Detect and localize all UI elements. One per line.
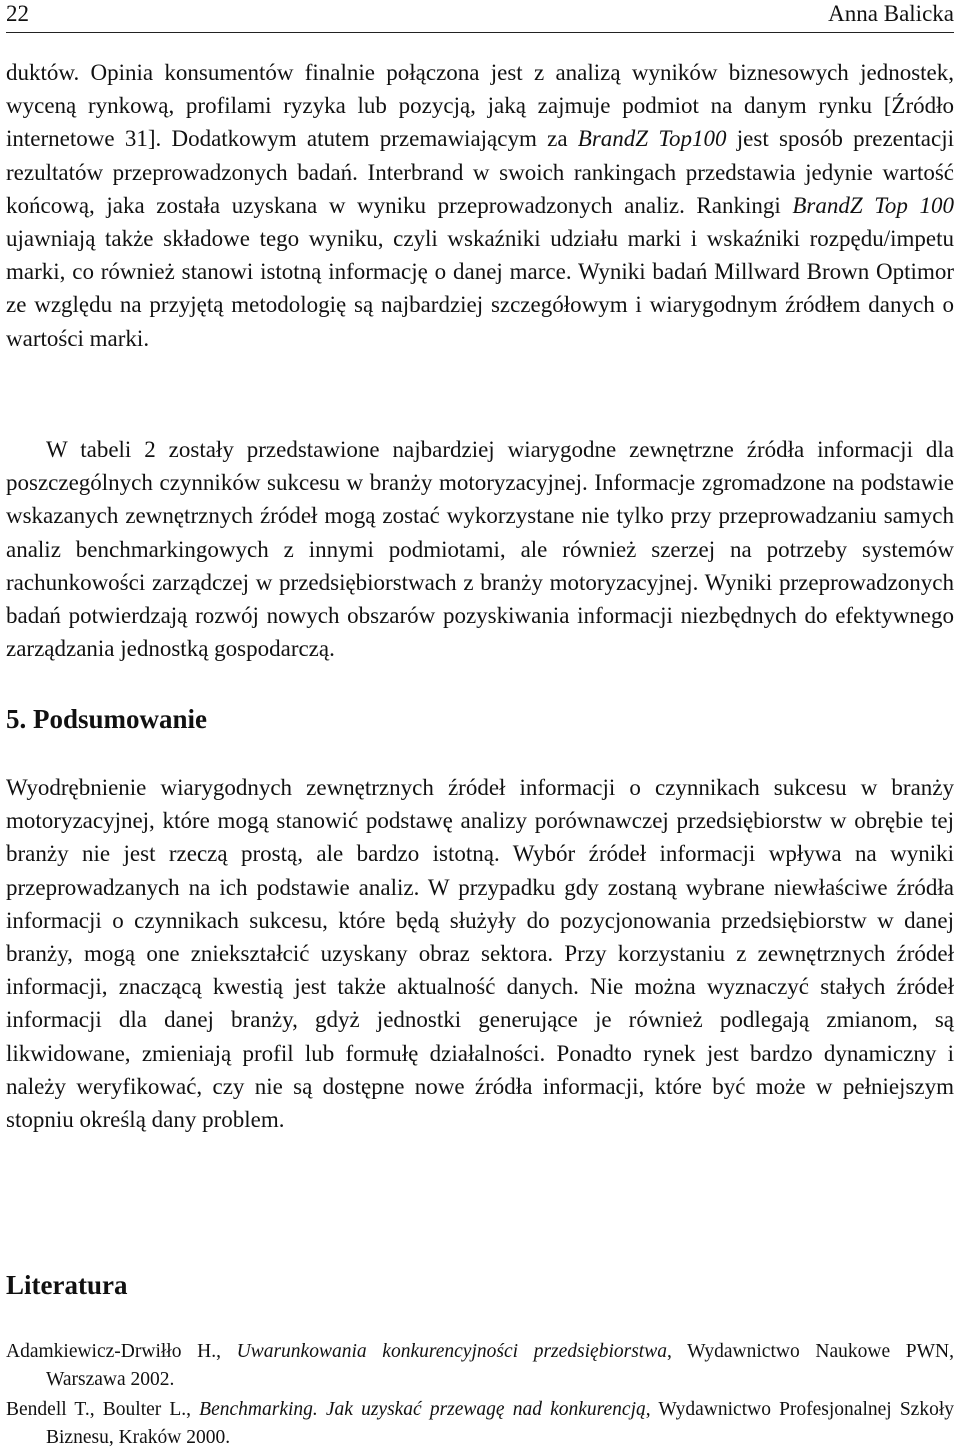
reference-author: Adamkiewicz-Drwiłło H., xyxy=(6,1341,237,1362)
italic-brandz-top-100: BrandZ Top 100 xyxy=(792,192,954,218)
section-heading-literature: Literatura xyxy=(6,1270,128,1300)
text-run: jest sposób prezentacji rezultatów przeprowadzonych badań. Interbrand w swoich rankingach przedstawia jedynie wartość końcową, jaka została uzyskana w wyniku przeprowadzonych analiz. Rankingi xyxy=(6,126,954,218)
reference-publisher: , Wydawnictwo Naukowe PWN, Warszawa 2002. xyxy=(46,1341,954,1390)
text-run: duktów. Opinia konsumentów finalnie połączona jest z analizą wyników biznesowych jednostek, wyceną rynkową, profilami ryzyka lub pozycją, jaką zajmuje podmiot na danym rynku [Źródło internetowe 31]. Dodatkowym atutem przemawiającym za xyxy=(6,60,954,152)
paragraph-summary: Wyodrębnienie wiarygodnych zewnętrznych źródeł informacji o czynnikach sukcesu w branży motoryzacyjnej, które mogą stanowić podstawę analizy porównawczej przedsiębiorstw w obrębie tej branży nie jest rzeczą prostą, ale bardzo istotną. Wybór źródeł informacji wpływa na wyniki przeprowadzanych na ich podstawie analiz. W przypadku gdy zostaną wybrane niewłaściwe źródła informacji o czynnikach sukcesu, które będą służyły do pozycjonowania przedsiębiorstw w danej branży, mogą one zniekształcić uzyskany obraz sektora. Przy korzystaniu z zewnętrznych źródeł informacji, znaczącą kwestią jest także aktualność danych. Nie można wyznaczyć stałych źródeł informacji dla danej branży, gdyż jednostki generujące je również podlegają zmianom, są likwidowane, zmieniają profil lub formułę działalności. Ponadto rynek jest bardzo dynamiczny i należy weryfikować, czy nie są dostępne nowe źródła informacji, które być może w pełniejszym stopniu określą dany problem. xyxy=(6,775,954,1133)
reference-title: Uwarunkowania konkurencyjności przedsiębiorstwa xyxy=(236,1341,667,1362)
reference-item xyxy=(6,1338,954,1394)
text-run: ujawniają także składowe tego wyniku, czyli wskaźniki udziału marki i wskaźniki rozpędu/impetu marki, co również stanowi istotną informację o danej marce. Wyniki badań Millward Brown Optimor ze względu na przyjętą metodologię są najbardziej szczegółowym i wiarygodnym źródłem danych o wartości marki. xyxy=(6,226,954,351)
reference-title: Benchmarking. Jak uzyskać przewagę nad konkurencją xyxy=(199,1399,646,1420)
page-header xyxy=(6,0,954,33)
section-heading-summary: 5. Podsumowanie xyxy=(6,704,208,734)
paragraph-brandz xyxy=(6,56,954,355)
paragraph-table-2: W tabeli 2 zostały przedstawione najbardziej wiarygodne zewnętrzne źródła informacji dla poszczególnych czynników sukcesu w branży motoryzacyjnej. Informacje zgromadzone na podstawie wskazanych zewnętrznych źródeł mogą zostać wykorzystane nie tylko przy przeprowadzaniu samych analiz benchmarkingowych z innymi podmiotami, ale również szerzej na potrzeby systemów rachunkowości zarządczej w przedsiębiorstwach z branży motoryzacyjnej. Wyniki przeprowadzonych badań potwierdzają rozwój nowych obszarów pozyskiwania informacji niezbędnych do efektywnego zarządzania jednostką gospodarczą. xyxy=(6,437,954,662)
page-number: 22 xyxy=(6,1,29,26)
reference-author: Bendell T., Boulter L., xyxy=(6,1399,200,1420)
running-head-author: Anna Balicka xyxy=(828,1,954,26)
reference-item xyxy=(6,1396,954,1452)
italic-brandz-top100: BrandZ Top100 xyxy=(577,126,727,152)
reference-publisher: , Wydawnictwo Profesjonalnej Szkoły Biznesu, Kraków 2000. xyxy=(46,1399,954,1448)
